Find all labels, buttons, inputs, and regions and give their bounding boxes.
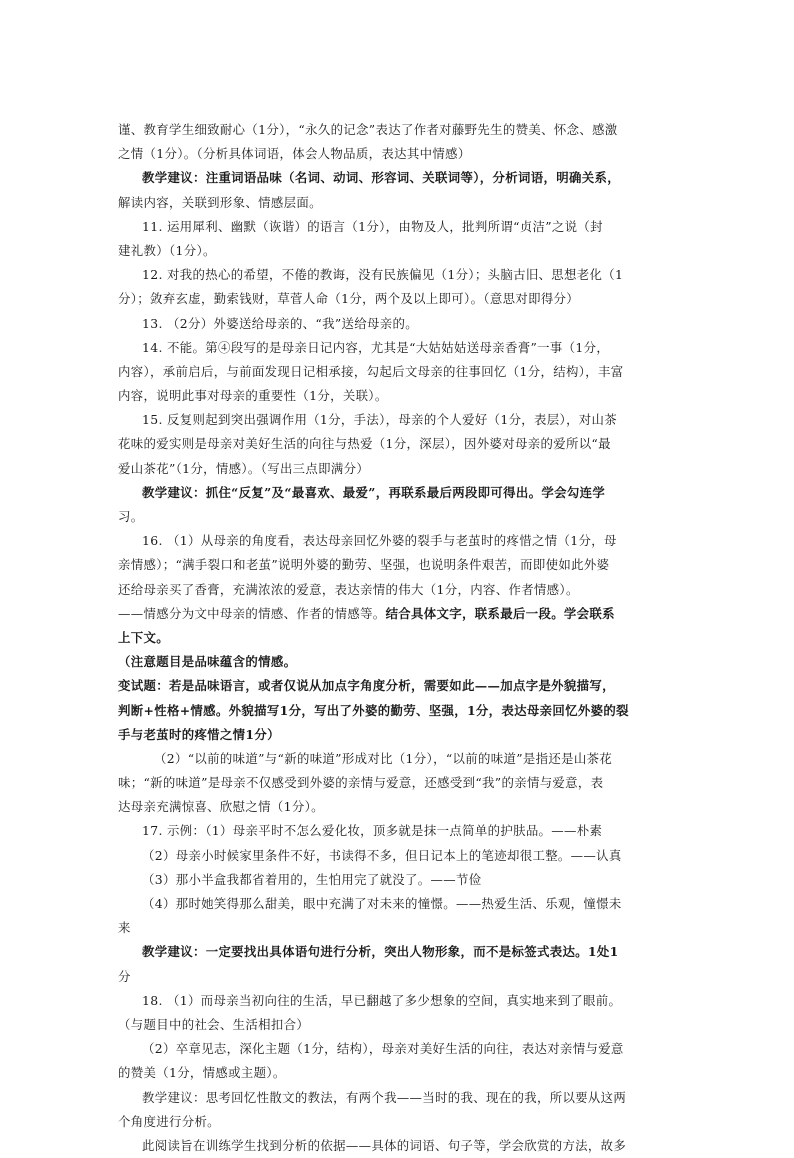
document-page — [118, 118, 678, 1158]
text-line: 的赞美（1分，情感或主题）。 — [118, 1065, 286, 1081]
variant-question: 变试题：若是品味语言，或者仅说从加点字角度分析，需要如此——加点字是外貌描写， — [118, 678, 615, 694]
teaching-suggestion: 教学建议：一定要找出具体语句进行分析，突出人物形象，而不是标签式表达。1处1 — [142, 944, 619, 960]
text-line: 内容，说明此事对母亲的重要性（1分，关联）。 — [118, 388, 388, 404]
text-line: 谨、教育学生细致耐心（1分），“永久的记念”表达了作者对藤野先生的赞美、怀念、感激 — [118, 122, 618, 137]
text-line — [118, 602, 678, 626]
text-line: （4）那时她笑得那么甜美，眼中充满了对未来的憧憬。——热爱生活、乐观，憧憬未 — [142, 896, 622, 911]
note-line: （注意题目是品味蕴含的情感。 — [118, 654, 297, 670]
text-line: 之情（1分）。（分析具体词语，体会人物品质，表达其中情感） — [118, 146, 471, 162]
text-line: 习。 — [118, 509, 144, 524]
text-line: 此阅读旨在训练学生找到分析的依据——具体的词语、句子等，学会欣赏的方法，故多 — [142, 1137, 627, 1153]
answer-18: 18. （1）而母亲当初向往的生活，早已翻越了多少想象的空间，真实地来到了眼前。 — [142, 992, 622, 1008]
bold-segment: 结合具体文字，联系最后一段。学会联系 — [385, 605, 615, 621]
text-line: （与题目中的社会、生活相扣合） — [118, 1016, 310, 1032]
text-line: 花味的爱实则是母亲对美好生活的向往与热爱（1分，深层），因外婆对母亲的爱所以“最 — [118, 436, 611, 452]
text-line: 建礼教）（1分）。 — [118, 242, 216, 258]
text-line: 判断+性格+情感。外貌描写1分，写出了外婆的勤劳、坚强，1分，表达母亲回忆外婆的裂 — [118, 702, 629, 718]
text-line: 亲情感）；“满手裂口和老茧”说明外婆的勤劳、坚强，也说明条件艰苦，而即使如此外婆 — [118, 557, 610, 573]
answer-11: 11. 运用犀利、幽默（诙谐）的语言（1分），由物及人，批判所谓“贞洁”之说（封 — [142, 218, 603, 234]
text-line: 味；“新的味道”是母亲不仅感受到外婆的亲情与爱意，还感受到“我”的亲情与爱意，表 — [118, 775, 604, 791]
text-line: 上下文。 — [118, 629, 169, 645]
text-line: （3）那小半盒我都省着用的，生怕用完了就没了。——节俭 — [142, 871, 482, 887]
text-line: （2）卒章见志，深化主题（1分，结构），母亲对美好生活的向往，表达对亲情与爱意 — [142, 1041, 624, 1057]
text-line: 分）；敛弃玄虚，勤索钱财，草菅人命（1分，两个及以上即可）。（意思对即得分） — [118, 291, 580, 307]
answer-13: 13. （2分）外婆送给母亲的、“我”送给母亲的。 — [142, 315, 418, 331]
text-line: 分 — [118, 968, 131, 984]
answer-15: 15. 反复则起到突出强调作用（1分，手法），母亲的个人爱好（1分，表层），对山茶 — [142, 412, 618, 428]
text-line: 还给母亲买了香膏，充满浓浓的爱意，表达亲情的伟大（1分，内容、作者情感）。 — [118, 581, 579, 597]
answer-14: 14. 不能。第④段写的是母亲日记内容，尤其是“大姑姑姑送母亲香膏”一事（1分， — [142, 339, 610, 355]
text-line: 来 — [118, 920, 131, 936]
text-line: 解读内容，关联到形象、情感层面。 — [118, 194, 322, 210]
text-line: 个角度进行分析。 — [118, 1113, 220, 1129]
answer-16-2: （2）“以前的味道”与“新的味道”形成对比（1分），“以前的味道”是指还是山茶花 — [154, 750, 613, 766]
text-line: 达母亲充满惊喜、欣慰之情（1分）。 — [118, 799, 324, 815]
answer-16: 16. （1）从母亲的角度看，表达母亲回忆外婆的裂手与老茧时的疼惜之情（1分，母 — [142, 533, 617, 549]
text-segment: ——情感分为文中母亲的情感、作者的情感等。 — [118, 605, 386, 621]
teaching-suggestion: 教学建议：思考回忆性散文的教法，有两个我——当时的我、现在的我，所以要从这两 — [142, 1089, 627, 1105]
answer-12: 12. 对我的热心的希望，不倦的教诲，没有民族偏见（1分）；头脑古旧、思想老化（1 — [142, 267, 624, 283]
text-line: （2）母亲小时候家里条件不好，书读得不多，但日记本上的笔迹却很工整。——认真 — [142, 847, 622, 863]
teaching-suggestion: 教学建议：注重词语品味（名词、动词、形容词、关联词等），分析词语，明确关系， — [142, 170, 620, 186]
text-line: 爱山茶花”（1分，情感）。（写出三点即满分） — [118, 460, 370, 476]
teaching-suggestion: 教学建议：抓住“反复”及“最喜欢、最爱”，再联系最后两段即可得出。学会勾连学 — [142, 484, 606, 500]
answer-17: 17. 示例：（1）母亲平时不怎么爱化妆，顶多就是抹一点简单的护肤品。——朴素 — [142, 823, 603, 839]
text-line: 手与老茧时的疼惜之情1分） — [118, 726, 280, 742]
text-line: 内容），承前启后，与前面发现日记相承接，勾起后文母亲的往事回忆（1分，结构），丰富 — [118, 363, 624, 379]
